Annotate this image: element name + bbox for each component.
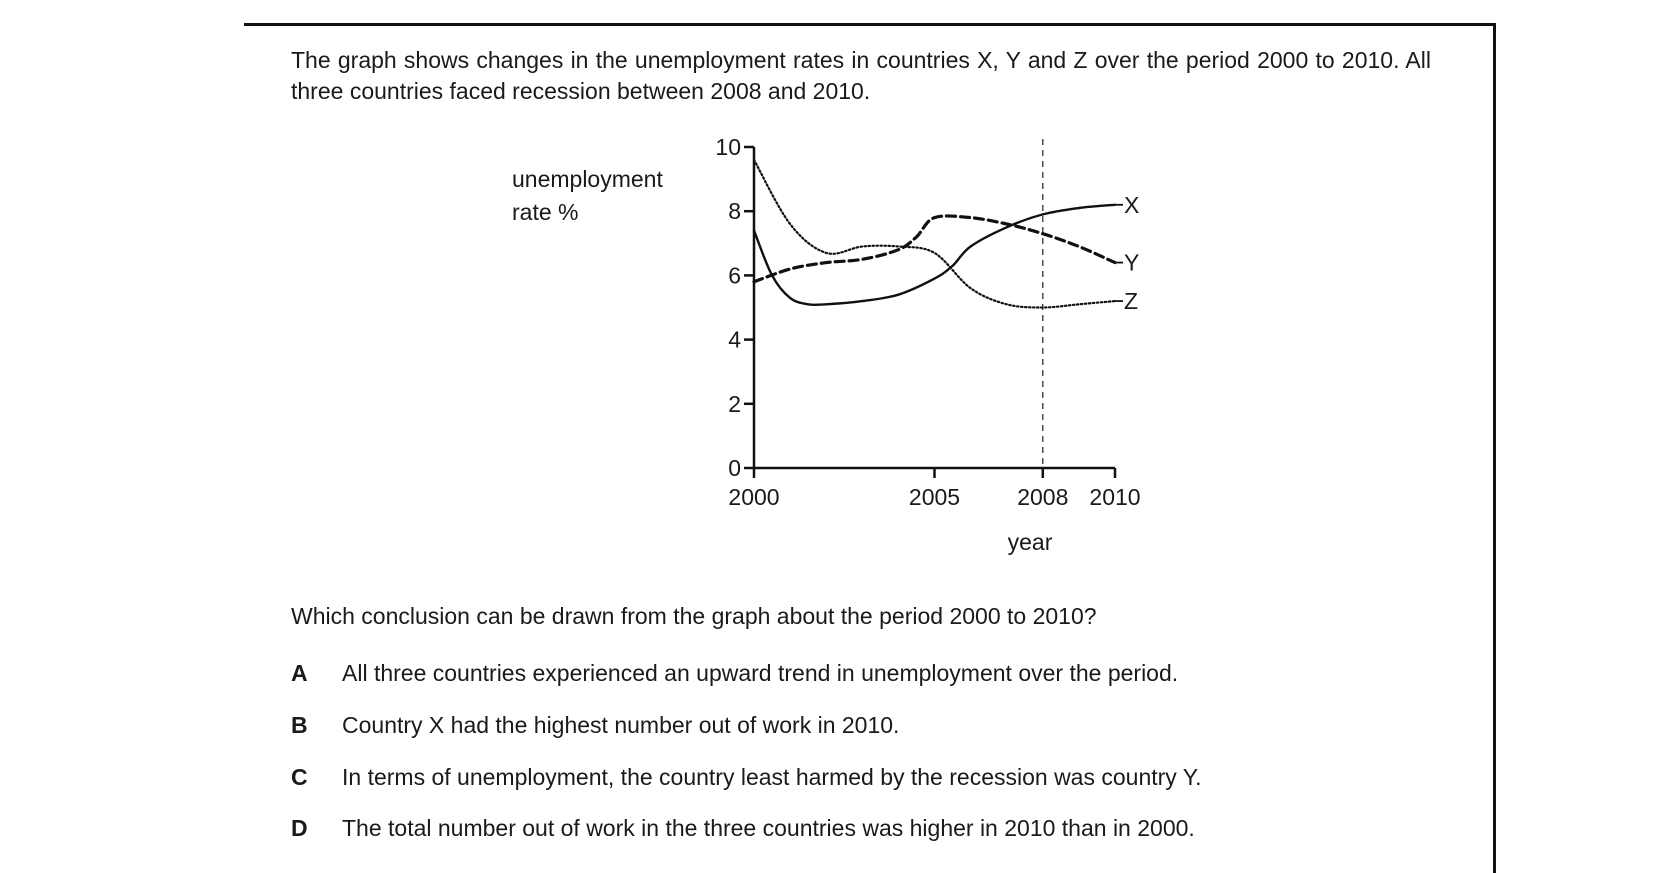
x-axis-label: year [1007, 529, 1053, 555]
y-tick-label-6: 6 [728, 262, 741, 289]
series-z-line [754, 160, 1115, 308]
y-axis-label-line1: unemployment [512, 166, 663, 192]
series-x-label: X [1124, 191, 1140, 218]
y-tick-label-10: 10 [715, 134, 741, 160]
series-z-label: Z [1124, 288, 1139, 315]
option-b-text: Country X had the highest number out of work in 2010. [342, 712, 900, 738]
unemployment-line-chart [500, 130, 1180, 570]
x-tick-label-2010: 2010 [1089, 484, 1141, 510]
y-tick-label-4: 4 [728, 326, 741, 353]
frame-right-border [1493, 23, 1496, 873]
option-a-letter: A [291, 660, 308, 686]
series-y-label: Y [1124, 249, 1140, 276]
option-d-text: The total number out of work in the three countries was higher in 2010 than in 2000. [342, 815, 1195, 841]
question-prompt: Which conclusion can be drawn from the graph about the period 2000 to 2010? [291, 603, 1097, 629]
option-b-letter: B [291, 712, 308, 738]
x-tick-label-2005: 2005 [908, 484, 961, 510]
y-tick-label-0: 0 [728, 455, 741, 481]
x-tick-label-2008: 2008 [1017, 484, 1069, 510]
series-x-line [754, 205, 1115, 305]
y-tick-label-2: 2 [728, 390, 741, 417]
option-c-letter: C [291, 764, 308, 790]
y-tick-label-8: 8 [728, 198, 741, 225]
option-d[interactable] [291, 815, 1195, 842]
x-tick-label-2000: 2000 [728, 484, 780, 510]
question-intro: The graph shows changes in the unemployment rates in countries X, Y and Z over the period 2000 to 2010. All three countries faced recession between 2008 and 2010. [291, 47, 1431, 104]
option-a[interactable] [291, 660, 1178, 687]
frame-top-border [244, 23, 1496, 26]
y-axis-label-line2: rate % [512, 199, 579, 225]
option-a-text: All three countries experienced an upward trend in unemployment over the period. [342, 660, 1179, 686]
option-c-text: In terms of unemployment, the country least harmed by the recession was country Y. [342, 764, 1202, 790]
option-b[interactable] [291, 712, 899, 739]
option-c[interactable] [291, 764, 1202, 791]
option-d-letter: D [291, 815, 308, 841]
series-y-line [754, 216, 1115, 282]
